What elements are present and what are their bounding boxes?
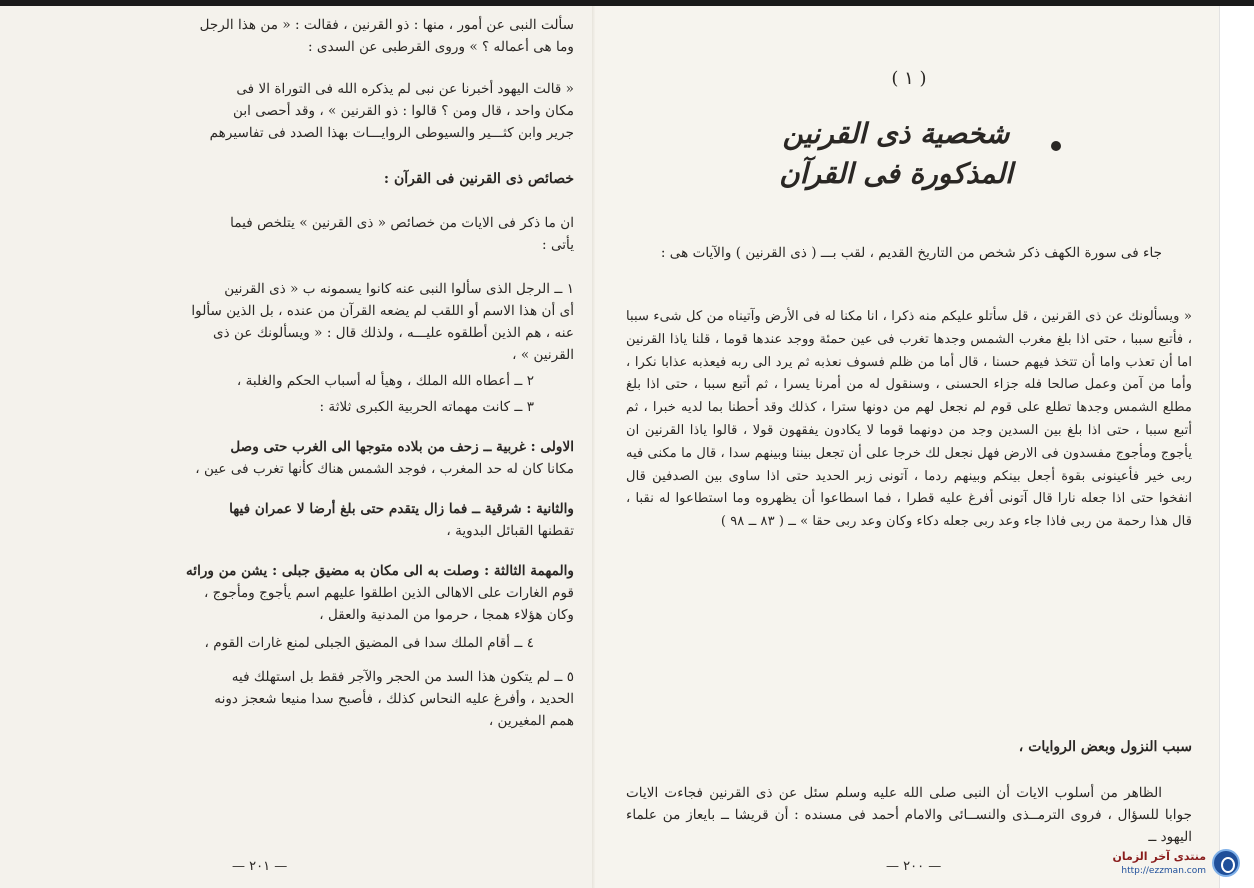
forum-url: http://ezzman.com bbox=[1121, 866, 1206, 876]
text-line: الحديد ، وأفرغ عليه النحاس كذلك ، فأصبح سدا منيعا شعجز دونه bbox=[214, 691, 574, 707]
chapter-title-line-1: شخصية ذى القرنين bbox=[782, 117, 1010, 150]
chapter-number: ( ١ ) bbox=[891, 68, 927, 89]
intro-paragraph: جاء فى سورة الكهف ذكر شخص من التاريخ القديم ، لقب بـــ ( ذى القرنين ) والآيات هى : bbox=[660, 245, 1162, 261]
section-body: الظاهر من أسلوب الايات أن النبى صلى الله عليه وسلم سئل عن ذى القرنين فجاءت الايات جوابا للسؤال ، فروى الترمــذى والنســائى والامام أحمد فى مسنده : أن قريشا ــ بايعاز من علماء اليهود ــ bbox=[626, 785, 1192, 845]
list-item-5: ٥ ــ لم يتكون هذا السد من الحجر والآجر فقط بل استهلك فيه bbox=[231, 669, 574, 685]
text-line: أى أن هذا الاسم أو اللقب لم يضعه القرآن من عنده ، بل الذين سألوا bbox=[191, 303, 574, 319]
text-line: يأتى : bbox=[542, 237, 574, 253]
page-200 bbox=[596, 6, 1222, 888]
section-heading: خصائص ذى القرنين فى القرآن : bbox=[383, 171, 574, 187]
text-line: قوم الغارات على الاهالى الذين اطلقوا عليهم اسم يأجوج ومأجوج ، bbox=[203, 585, 574, 601]
text-line: عنه ، هم الذين أطلقوه عليـــه ، ولذلك قال : « ويسألونك عن ذى bbox=[213, 325, 574, 341]
list-item-3: ٣ ــ كانت مهماته الحربية الكبرى ثلاثة : bbox=[319, 399, 534, 415]
list-item-4: ٤ ــ أقام الملك سدا فى المضيق الجبلى لمنع غارات القوم ، bbox=[204, 635, 534, 651]
forum-logo-icon bbox=[1212, 849, 1240, 877]
text-line: « قالت اليهود أخبرنا عن نبى لم يذكره الله فى التوراة الا فى bbox=[236, 81, 574, 97]
quranic-verse: « ويسألونك عن ذى القرنين ، قل سأتلو عليكم منه ذكرا ، انا مكنا له فى الأرض وآتيناه من كل شىء سببا ، فأتبع سببا ، حتى اذا بلغ مغرب الشمس وجدها تغرب فى عين حمئة ووجد عندها قوما ، قلنا ياذا القرنين اما أن تعذب واما أن تتخذ فيهم حسنا ، قال أما من ظلم فسوف نعذبه ثم يرد الى ربه فيعذبه عذابا نكرا ، وأما من آمن وعمل صالحا فله جزاء الحسنى ، وسنقول له من أمرنا يسرا ، ثم أتبع سببا ، حتى اذا بلغ مطلع الشمس وجدها تطلع على قوم لم نجعل لهم من دونها سترا ، كذلك وقد أحطنا بما لديه خبرا ، ثم أتبع سببا ، حتى اذا بلغ بين السدين وجد من دونهما قوما لا يكادون يفقهون قولا ، قالوا ياذا القرنين ان يأجوج ومأجوج مفسدون فى الارض فهل نجعل لك خرجا على أن تجعل بيننا وبينهم سدا ، قال ما مكنى فيه ربى خير فأعينونى بقوة أجعل بينكم وبينهم ردما ، آتونى زبر الحديد حتى اذا ساوى بين الصدفين قال انفخوا حتى اذا جعله نارا قال آتونى أفرغ عليه قطرا ، فما اسطاعوا أن يظهروه وما استطاعوا له نقبا ، قال هذا رحمة من ربى فاذا جاء وعد ربى جعله دكاء وكان وعد ربى حقا » ــ ( ٨٣ ــ ٩٨ ) bbox=[626, 309, 1192, 530]
chapter-title bbox=[746, 114, 1046, 194]
forum-name: منتدى آخر الزمان bbox=[1112, 850, 1206, 863]
forum-watermark bbox=[1100, 846, 1248, 882]
mission-third: والمهمة الثالثة : وصلت به الى مكان به مضيق جبلى : يشن من ورائه bbox=[186, 563, 574, 579]
text-line: همم المغيرين ، bbox=[488, 713, 574, 729]
text-line: تقطنها القبائل البدوية ، bbox=[446, 523, 574, 539]
list-item-1: ١ ــ الرجل الذى سألوا النبى عنه كانوا يسمونه ب « ذى القرنين bbox=[224, 281, 574, 297]
text-line: جرير وابن كثـــير والسيوطى الروايـــات بهذا الصدد فى تفاسيرهم bbox=[209, 125, 574, 141]
text-line: مكان واحد ، قال ومن ؟ قالوا : ذو القرنين » ، وقد أحصى ابن bbox=[232, 103, 574, 119]
chapter-title-line-2: المذكورة فى القرآن bbox=[779, 157, 1013, 190]
page-number: — ٢٠١ — bbox=[232, 859, 288, 874]
section-heading: سبب النزول وبعض الروايات ، bbox=[1018, 739, 1192, 755]
mission-west: الاولى : غربية ــ زحف من بلاده متوجها الى الغرب حتى وصل bbox=[230, 439, 574, 455]
text-line: القرنين » ، bbox=[512, 347, 574, 363]
text-line: سألت النبى عن أمور ، منها : ذو القرنين ، فقالت : « من هذا الرجل bbox=[199, 17, 574, 33]
scrollbar[interactable] bbox=[1219, 6, 1254, 888]
bullet-icon bbox=[1051, 141, 1061, 151]
page-number: — ٢٠٠ — bbox=[886, 859, 942, 874]
mission-east: والثانية : شرقية ــ فما زال يتقدم حتى بلغ أرضا لا عمران فيها bbox=[229, 501, 574, 517]
page-201 bbox=[0, 6, 596, 888]
text-line: مكانا كان له حد المغرب ، فوجد الشمس هناك كأنها تغرب فى عين ، bbox=[195, 461, 574, 477]
text-line: وكان هؤلاء همجا ، حرموا من المدنية والعقل ، bbox=[319, 607, 574, 623]
text-line: وما هى أعماله ؟ » وروى القرطبى عن السدى : bbox=[308, 39, 574, 55]
text-line: ان ما ذكر فى الايات من خصائص « ذى القرنين » يتلخص فيما bbox=[230, 215, 574, 231]
list-item-2: ٢ ــ أعطاه الله الملك ، وهيأ له أسباب الحكم والغلبة ، bbox=[236, 373, 534, 389]
